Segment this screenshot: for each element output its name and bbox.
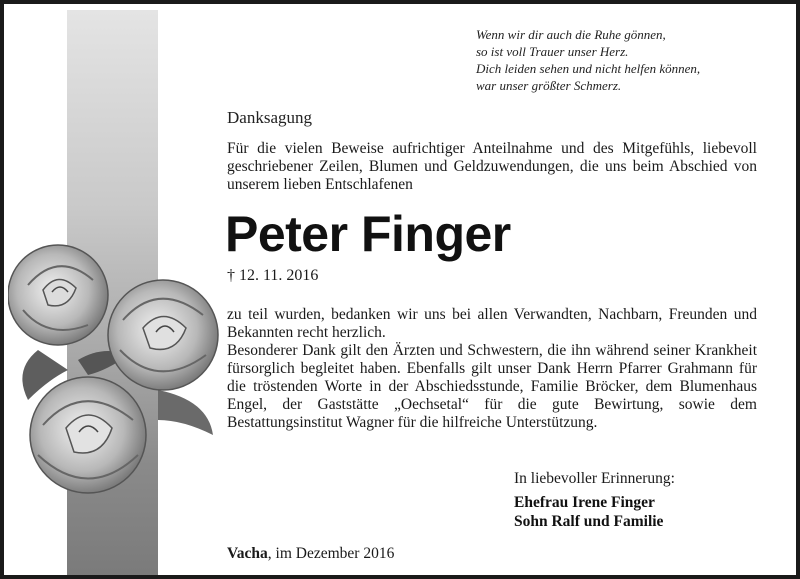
poem-line: Wenn wir dir auch die Ruhe gönnen, bbox=[476, 27, 666, 42]
death-date: † 12. 11. 2016 bbox=[227, 267, 319, 284]
poem bbox=[476, 26, 796, 94]
body-paragraph-2: Besonderer Dank gilt den Ärzten und Schwestern, die ihn während seiner Krankheit fürsorglich begleitet haben. Ebenfalls gilt unser Dank Herrn Pfarrer Grahmann für die tröstenden Worte in der Abschiedsstunde, Familie Bröcker, dem Blumenhaus Engel, der Gaststätte „Oechsetal“ für die gute Bewirtung, sowie dem Bestattungsinstitut Wagner für die hilfreiche Unterstützung. bbox=[227, 342, 757, 431]
poem-line: war unser größter Schmerz. bbox=[476, 78, 622, 93]
body-paragraph-1: zu teil wurden, bedanken wir uns bei allen Verwandten, Nachbarn, Freunden und Bekannten recht herzlich. bbox=[227, 306, 757, 341]
rose-1 bbox=[8, 245, 108, 345]
family-signatures bbox=[514, 493, 663, 531]
place-date bbox=[227, 545, 394, 563]
poem-line: Dich leiden sehen und nicht helfen können, bbox=[476, 61, 701, 76]
place-date-text: , im Dezember 2016 bbox=[267, 545, 395, 562]
body-text bbox=[227, 306, 757, 432]
heading: Danksagung bbox=[227, 108, 312, 127]
place-city: Vacha bbox=[227, 545, 268, 562]
intro-text: Für die vielen Beweise aufrichtiger Anteilnahme und des Mitgefühls, liebevoll geschriebener Zeilen, Blumen und Geldzuwendungen, die uns beim Abschied von unserem lieben Entschlafenen bbox=[227, 140, 757, 193]
roses-illustration bbox=[8, 240, 223, 502]
poem-line: so ist voll Trauer unser Herz. bbox=[476, 44, 629, 59]
memory-line: In liebevoller Erinnerung: bbox=[514, 470, 675, 487]
deceased-name: Peter Finger bbox=[225, 206, 511, 262]
family-member: Ehefrau Irene Finger bbox=[514, 494, 655, 511]
rose-2 bbox=[108, 280, 218, 390]
rose-3 bbox=[30, 377, 146, 493]
family-member: Sohn Ralf und Familie bbox=[514, 513, 664, 530]
